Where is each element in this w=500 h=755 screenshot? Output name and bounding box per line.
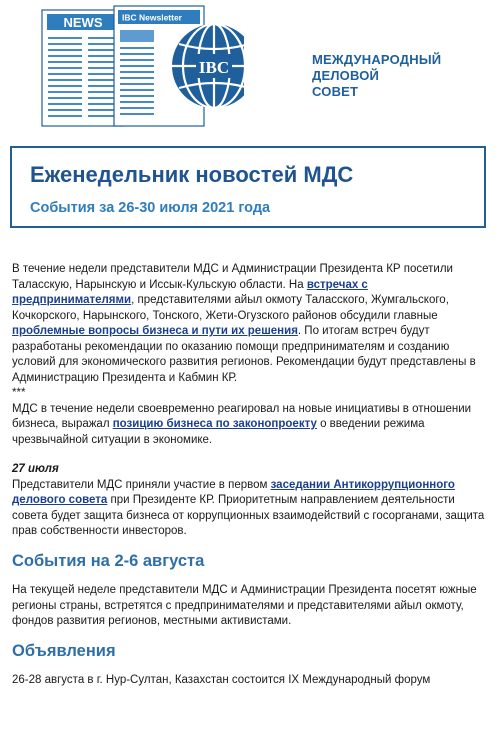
paragraph-text: Представители МДС приняли участие в первом (12, 478, 271, 491)
newsletter-label: IBC Newsletter (122, 12, 182, 23)
link-business-position-on-bill[interactable]: позицию бизнеса по законопроекту (112, 418, 317, 430)
newsletter-body (12, 262, 488, 689)
brand-line-3: СОВЕТ (312, 84, 359, 99)
link-business-problems[interactable]: проблемные вопросы бизнеса и пути их решения (12, 325, 298, 337)
section-heading-upcoming-events: События на 2-6 августа (12, 551, 205, 570)
link-anticorruption-council-meeting[interactable]: заседании Антикоррупционного делового совета (12, 478, 455, 506)
paragraph-text: , представителями айыл окмоту Таласского, Жумгальского, Кочкорского, Нарынского, Тонского, Жети-Огузского районов обсудили главные (12, 294, 449, 322)
brand-line-1: МЕЖДУНАРОДНЫЙ (312, 52, 442, 67)
newsletter-title: Еженедельник новостей МДС (30, 162, 354, 187)
newsletter-header (0, 0, 500, 142)
paragraph-text: . По итогам встреч будут разработаны рекомендации по оказанию помощи предпринимателям и созданию условий для экономического развития регионов. Рекомендации будут представлены в Администрацию Президента и Кабмин КР. (12, 325, 476, 384)
paragraph-text: при Президенте КР. Приоритетным направлением деятельности совета будет защита бизнеса от коррупционных взаимодействий с госорганами, защита прав собственности инвесторов. (12, 494, 485, 537)
paragraph-text: МДС в течение недели своевременно реагировал на новые инициативы в отношении бизнеса, выражал (12, 402, 472, 430)
paragraph-business-position (12, 402, 488, 449)
spacer (12, 659, 488, 673)
spacer (12, 448, 488, 462)
newsletter-title-box (10, 146, 486, 228)
newspaper-globe-logo (38, 4, 244, 132)
section-heading-announcements: Объявления (12, 641, 116, 660)
globe-logo-text: IBC (198, 58, 230, 77)
paragraph-text: В течение недели представители МДС и Администрации Президента КР посетили Таласскую, Нарынскую и Иссык-Кульскую области. На (12, 263, 453, 291)
newspaper-back-icon (42, 10, 124, 126)
paragraph-anticorruption-council (12, 478, 488, 540)
paragraph-upcoming-events: На текущей неделе представители МДС и Администрации Президента посетят южные регионы страны, встретятся с предпринимателями и представителями айыл окмоту, фондов развития регионов, местными активистами. (12, 584, 477, 627)
news-label: NEWS (63, 15, 103, 30)
link-meetings-with-entrepreneurs[interactable]: встречах с предпринимателями (12, 278, 368, 306)
paragraph-regional-visits (12, 262, 488, 386)
brand-line-2: ДЕЛОВОЙ (312, 68, 380, 83)
date-label: 27 июля (12, 463, 59, 475)
separator: *** (12, 387, 26, 399)
spacer (12, 569, 488, 583)
brand-name (312, 52, 441, 100)
paragraph-text: о введении режима чрезвычайной ситуации в экономике. (12, 418, 425, 446)
newsletter-subtitle: События за 26-30 июля 2021 года (30, 200, 271, 216)
paragraph-announcements: 26-28 августа в г. Нур-Султан, Казахстан состоится IX Международный форум (12, 674, 431, 686)
